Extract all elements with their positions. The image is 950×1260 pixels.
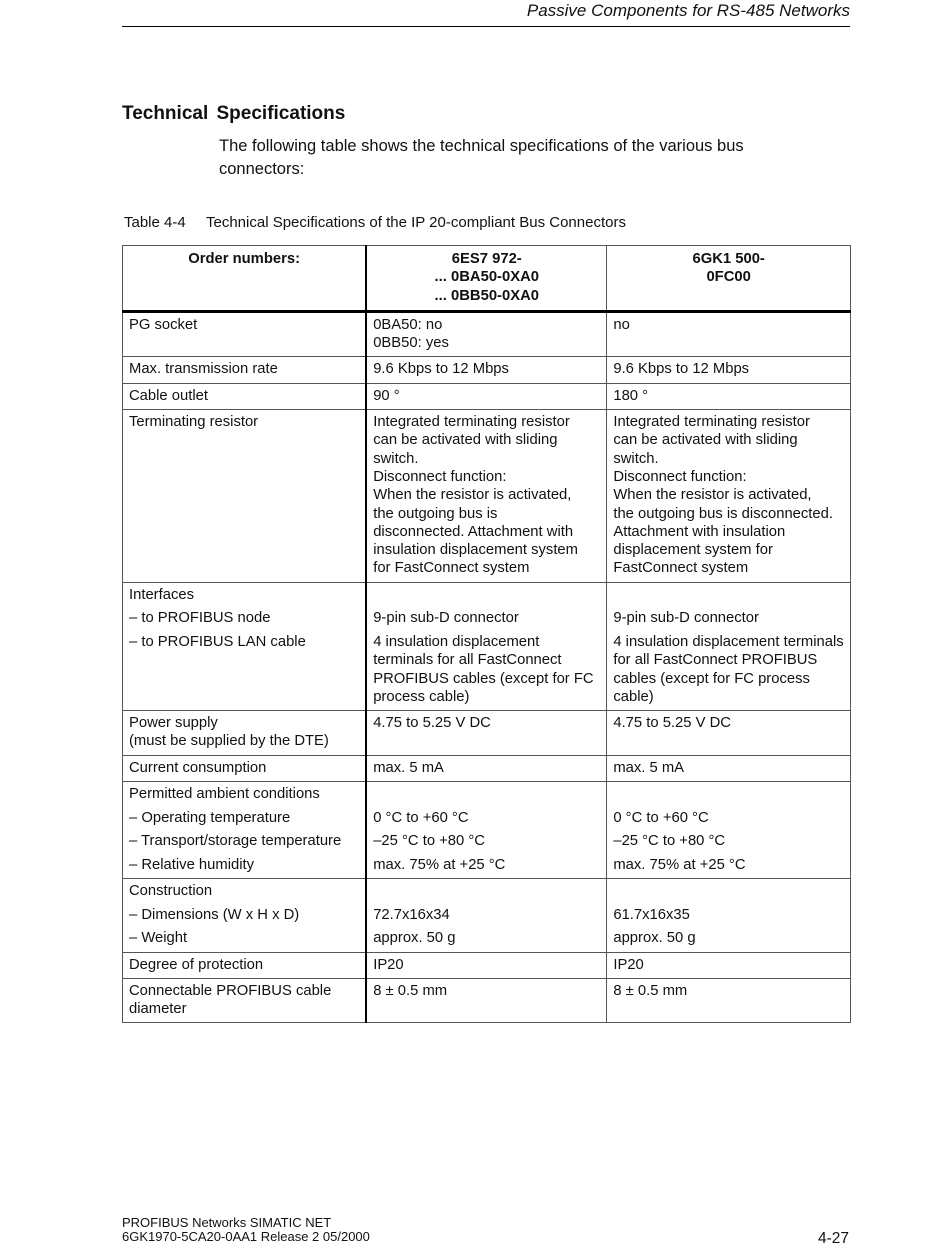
spec-value-6gk1-cell xyxy=(607,410,851,583)
table-row xyxy=(123,978,851,1023)
cell-line: – Operating temperature xyxy=(129,809,291,826)
cell-line: 4.75 to 5.25 V DC xyxy=(373,715,491,732)
spec-value-6gk1-cell xyxy=(607,711,851,756)
header-6es7-972 xyxy=(366,246,607,312)
cell-line: –25 °C to +80 °C xyxy=(373,833,485,850)
cell-line: – Transport/storage temperature xyxy=(129,833,342,850)
spec-name-cell xyxy=(123,978,367,1023)
spec-value-6es7-cell xyxy=(366,952,607,978)
cell-line: 0BB50: yes xyxy=(373,335,449,352)
table-header-row xyxy=(123,246,851,312)
spec-value-6gk1-cell xyxy=(607,952,851,978)
cell-line: approx. 50 g xyxy=(373,930,456,947)
cell-line: max. 75% at +25 °C xyxy=(613,856,746,873)
cell-line: 9-pin sub-D connector xyxy=(613,610,759,627)
spec-name-cell xyxy=(123,383,367,409)
table-row xyxy=(123,711,851,756)
cell-line xyxy=(613,882,844,900)
header-line: Order numbers: xyxy=(188,251,301,267)
cell-line: max. 5 mA xyxy=(613,759,685,776)
cell-line: Terminating resistor xyxy=(129,414,259,431)
footer-publication: PROFIBUS Networks SIMATIC NET xyxy=(122,1215,332,1230)
spec-value-6gk1-cell xyxy=(607,978,851,1023)
spec-value-6es7-cell xyxy=(366,978,607,1023)
cell-line: 9.6 Kbps to 12 Mbps xyxy=(373,361,509,378)
cell-line: switch. xyxy=(373,450,419,467)
cell-line xyxy=(373,882,600,900)
cell-line: 90 ° xyxy=(373,387,400,404)
cell-line: insulation displacement system xyxy=(373,542,578,559)
cell-line: When the resistor is activated, xyxy=(373,487,572,504)
header-order-numbers xyxy=(123,246,367,312)
spec-value-6gk1-cell xyxy=(607,383,851,409)
cell-line: Current consumption xyxy=(129,759,267,776)
cell-line: Connectable PROFIBUS cable xyxy=(129,982,332,999)
header-line: 0FC00 xyxy=(706,269,751,286)
page-number: 4-27 xyxy=(817,1230,849,1247)
table-row xyxy=(123,879,851,952)
cell-line: max. 5 mA xyxy=(373,759,444,776)
cell-line: 9.6 Kbps to 12 Mbps xyxy=(613,361,750,378)
cell-line: Attachment with insulation xyxy=(613,523,786,540)
spec-value-6es7-cell xyxy=(366,755,607,781)
spec-value-6gk1-cell xyxy=(607,357,851,383)
cell-line: – Weight xyxy=(129,930,188,947)
cell-line: –25 °C to +80 °C xyxy=(613,833,726,850)
section-title: Technical Specifications xyxy=(122,103,346,124)
cell-line: Max. transmission rate xyxy=(129,361,278,378)
spec-value-6es7-cell xyxy=(366,582,607,710)
table-row xyxy=(123,311,851,357)
spec-value-6gk1-cell xyxy=(607,879,851,952)
table-row xyxy=(123,357,851,383)
cell-line: 0BA50: no xyxy=(373,316,443,333)
cell-line: the outgoing bus is xyxy=(373,505,498,522)
spec-value-6gk1-cell xyxy=(607,755,851,781)
spec-name-cell xyxy=(123,311,367,357)
cell-line: IP20 xyxy=(373,956,404,973)
spec-name-cell xyxy=(123,782,367,879)
spec-value-6gk1-cell xyxy=(607,582,851,710)
spec-name-cell xyxy=(123,879,367,952)
cell-line xyxy=(373,586,600,604)
cell-line: can be activated with sliding xyxy=(613,432,798,449)
cell-line: When the resistor is activated, xyxy=(613,487,812,504)
spec-value-6gk1-cell xyxy=(607,782,851,879)
table-row xyxy=(123,952,851,978)
table-row xyxy=(123,582,851,710)
cell-line xyxy=(613,785,844,803)
cell-line: 0 °C to +60 °C xyxy=(613,809,709,826)
cell-line: Degree of protection xyxy=(129,956,264,973)
cell-line: Integrated terminating resistor xyxy=(373,414,570,431)
running-header xyxy=(122,0,850,27)
cell-line: 4.75 to 5.25 V DC xyxy=(613,715,731,732)
cell-line: approx. 50 g xyxy=(613,930,696,947)
spec-value-6es7-cell xyxy=(366,782,607,879)
cell-line: PG socket xyxy=(129,316,198,333)
header-6gk1-500 xyxy=(607,246,851,312)
table-number: Table 4-4 xyxy=(124,214,186,231)
spec-value-6es7-cell xyxy=(366,711,607,756)
spec-name-cell xyxy=(123,357,367,383)
table-caption xyxy=(124,214,626,231)
spec-table xyxy=(122,245,851,1023)
cell-line: Permitted ambient conditions xyxy=(129,786,320,803)
header-line: ... 0BB50-0XA0 xyxy=(434,287,539,304)
cell-line xyxy=(613,586,844,604)
cell-line: – Relative humidity xyxy=(129,856,255,873)
table-body xyxy=(123,311,851,1023)
cell-line: 8 ± 0.5 mm xyxy=(373,982,448,999)
table-row xyxy=(123,383,851,409)
spec-value-6es7-cell xyxy=(366,383,607,409)
cell-line: FastConnect system xyxy=(613,560,749,577)
cell-line: 8 ± 0.5 mm xyxy=(613,982,688,999)
cell-line: – to PROFIBUS LAN cable xyxy=(129,633,306,650)
cell-line: – Dimensions (W x H x D) xyxy=(129,906,300,923)
cell-line: can be activated with sliding xyxy=(373,432,558,449)
cell-line: 72.7x16x34 xyxy=(373,906,450,923)
cell-line: the outgoing bus is disconnected. xyxy=(613,505,833,522)
cell-line: displacement system for xyxy=(613,542,773,559)
cell-line: disconnected. Attachment with xyxy=(373,523,574,540)
cell-line: switch. xyxy=(613,450,659,467)
cell-line: – to PROFIBUS node xyxy=(129,610,271,627)
table-caption-title: Technical Specifications of the IP 20-compliant Bus Connectors xyxy=(206,214,626,231)
cell-line: 180 ° xyxy=(613,387,649,404)
cell-line: Disconnect function: xyxy=(613,468,747,485)
spec-value-6es7-cell xyxy=(366,879,607,952)
spec-value-6gk1-cell xyxy=(607,311,851,357)
intro-paragraph: The following table shows the technical specifications of the various bus connectors: xyxy=(219,137,744,178)
table-row xyxy=(123,410,851,583)
running-title: Passive Components for RS-485 Networks xyxy=(526,1,850,20)
cell-line: Interfaces xyxy=(129,586,194,603)
footer xyxy=(122,1216,370,1244)
spec-name-cell xyxy=(123,582,367,710)
cell-line: (must be supplied by the DTE) xyxy=(129,733,329,750)
spec-name-cell xyxy=(123,755,367,781)
cell-line: 4 insulation displacement terminals for all FastConnect PROFIBUS cables (except for FC process cable) xyxy=(373,633,594,705)
cell-line: 0 °C to +60 °C xyxy=(373,809,469,826)
cell-line: Integrated terminating resistor xyxy=(613,414,810,431)
footer-release: 6GK1970-5CA20-0AA1 Release 2 05/2000 xyxy=(122,1229,370,1244)
cell-line: IP20 xyxy=(613,956,644,973)
cell-line: Cable outlet xyxy=(129,387,208,404)
table-row xyxy=(123,782,851,879)
cell-line: Power supply xyxy=(129,715,218,732)
cell-line: diameter xyxy=(129,1001,187,1018)
cell-line: 4 insulation displacement terminals for all FastConnect PROFIBUS cables (except for FC process cable) xyxy=(613,633,844,705)
spec-name-cell xyxy=(123,410,367,583)
spec-value-6es7-cell xyxy=(366,311,607,357)
header-line: ... 0BA50-0XA0 xyxy=(434,269,539,286)
cell-line: max. 75% at +25 °C xyxy=(373,856,506,873)
table-row xyxy=(123,755,851,781)
spec-name-cell xyxy=(123,952,367,978)
cell-line: 61.7x16x35 xyxy=(613,906,690,923)
cell-line xyxy=(373,785,600,803)
cell-line: Disconnect function: xyxy=(373,468,507,485)
header-line: 6GK1 500- xyxy=(692,251,765,267)
spec-name-cell xyxy=(123,711,367,756)
cell-line: Construction xyxy=(129,883,213,900)
cell-line: no xyxy=(613,316,630,333)
header-line: 6ES7 972- xyxy=(451,251,522,267)
spec-value-6es7-cell xyxy=(366,357,607,383)
spec-value-6es7-cell xyxy=(366,410,607,583)
cell-line: for FastConnect system xyxy=(373,560,530,577)
cell-line: 9-pin sub-D connector xyxy=(373,610,519,627)
